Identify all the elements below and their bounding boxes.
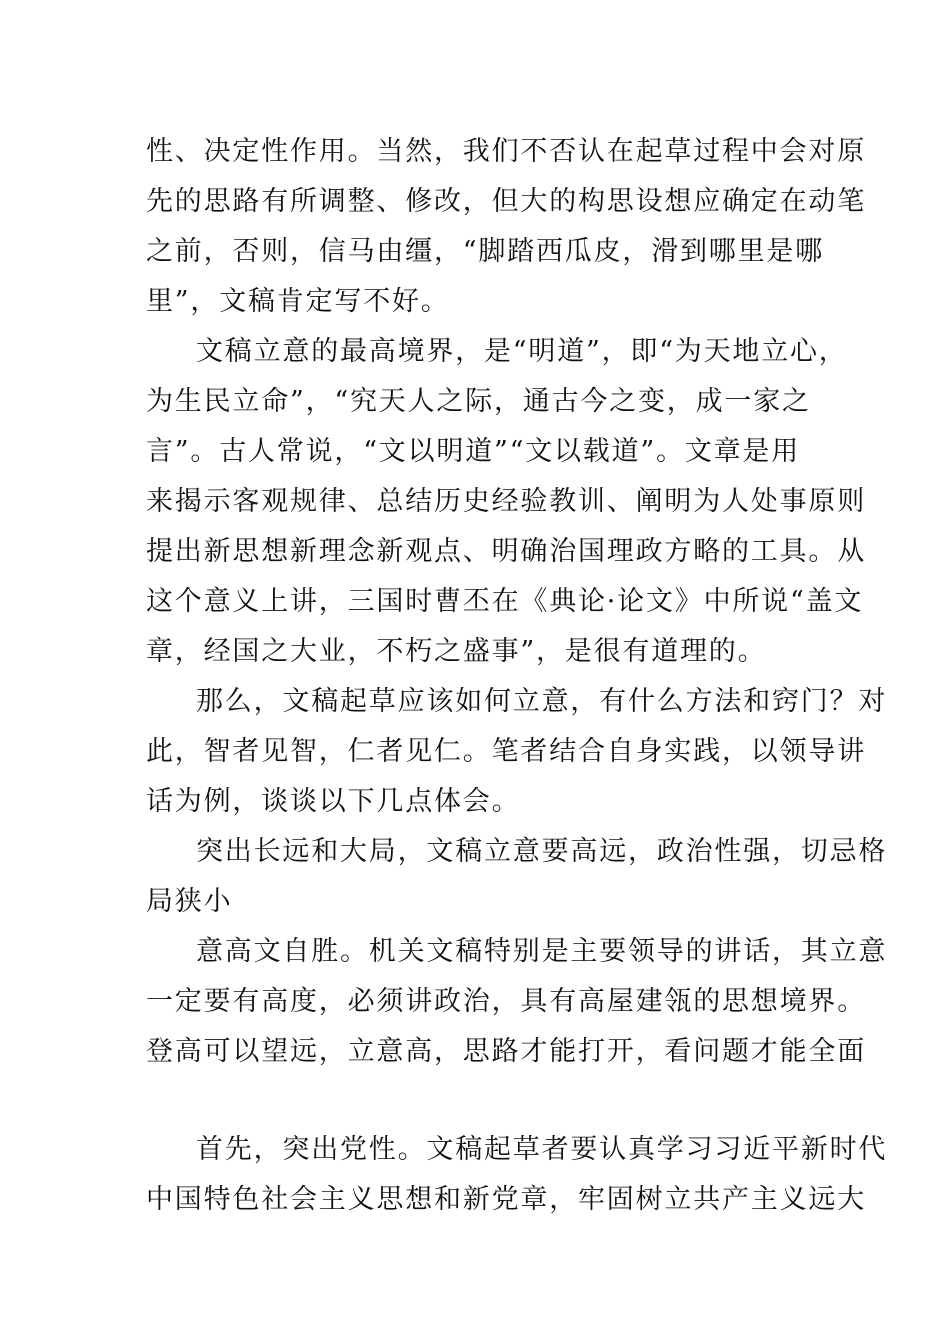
paragraph-3-line-1: 那么，文稿起草应该如何立意，有什么方法和窍门？对 [196,686,888,717]
paragraph-5-line-1: 意高文自胜。机关文稿特别是主要领导的讲话，其立意 [196,936,888,967]
paragraph-1-line-4: 里”，文稿肯定写不好。 [146,286,450,317]
paragraph-1-line-2: 先的思路有所调整、修改，但大的构思设想应确定在动笔 [146,186,866,217]
paragraph-1-line-1: 性、决定性作用。当然，我们不否认在起草过程中会对原 [146,136,866,167]
paragraph-2-line-7: 章，经国之大业，不朽之盛事”，是很有道理的。 [146,636,767,667]
paragraph-1-line-3: 之前，否则，信马由缰，“脚踏西瓜皮，滑到哪里是哪 [146,236,825,267]
paragraph-2-line-1: 文稿立意的最高境界，是“明道”，即“为天地立心， [196,336,848,367]
paragraph-2-line-4: 来揭示客观规律、总结历史经验教训、阐明为人处事原则 [146,486,866,517]
section-heading-line-2: 局狭小 [146,886,233,917]
paragraph-6-line-2: 中国特色社会主义思想和新党章，牢固树立共产主义远大 [146,1184,866,1215]
paragraph-3-line-3: 话为例，谈谈以下几点体会。 [146,786,521,817]
paragraph-3-line-2: 此，智者见智，仁者见仁。笔者结合自身实践，以领导讲 [146,736,866,767]
paragraph-2-line-2: 为生民立命”，“究天人之际，通古今之变，成一家之 [146,386,811,417]
paragraph-5-line-3: 登高可以望远，立意高，思路才能打开，看问题才能全面 [146,1036,866,1067]
paragraph-2-line-5: 提出新思想新理念新观点、明确治国理政方略的工具。从 [146,536,866,567]
paragraph-6-line-1: 首先，突出党性。文稿起草者要认真学习习近平新时代 [196,1134,888,1165]
section-heading-line-1: 突出长远和大局，文稿立意要高远，政治性强，切忌格 [196,836,888,867]
paragraph-2-line-3: 言”。古人常说，“文以明道”“文以载道”。文章是用 [146,436,801,467]
paragraph-2-line-6: 这个意义上讲，三国时曹丕在《典论·论文》中所说“盖文 [146,586,864,617]
paragraph-5-line-2: 一定要有高度，必须讲政治，具有高屋建瓴的思想境界。 [146,986,866,1017]
